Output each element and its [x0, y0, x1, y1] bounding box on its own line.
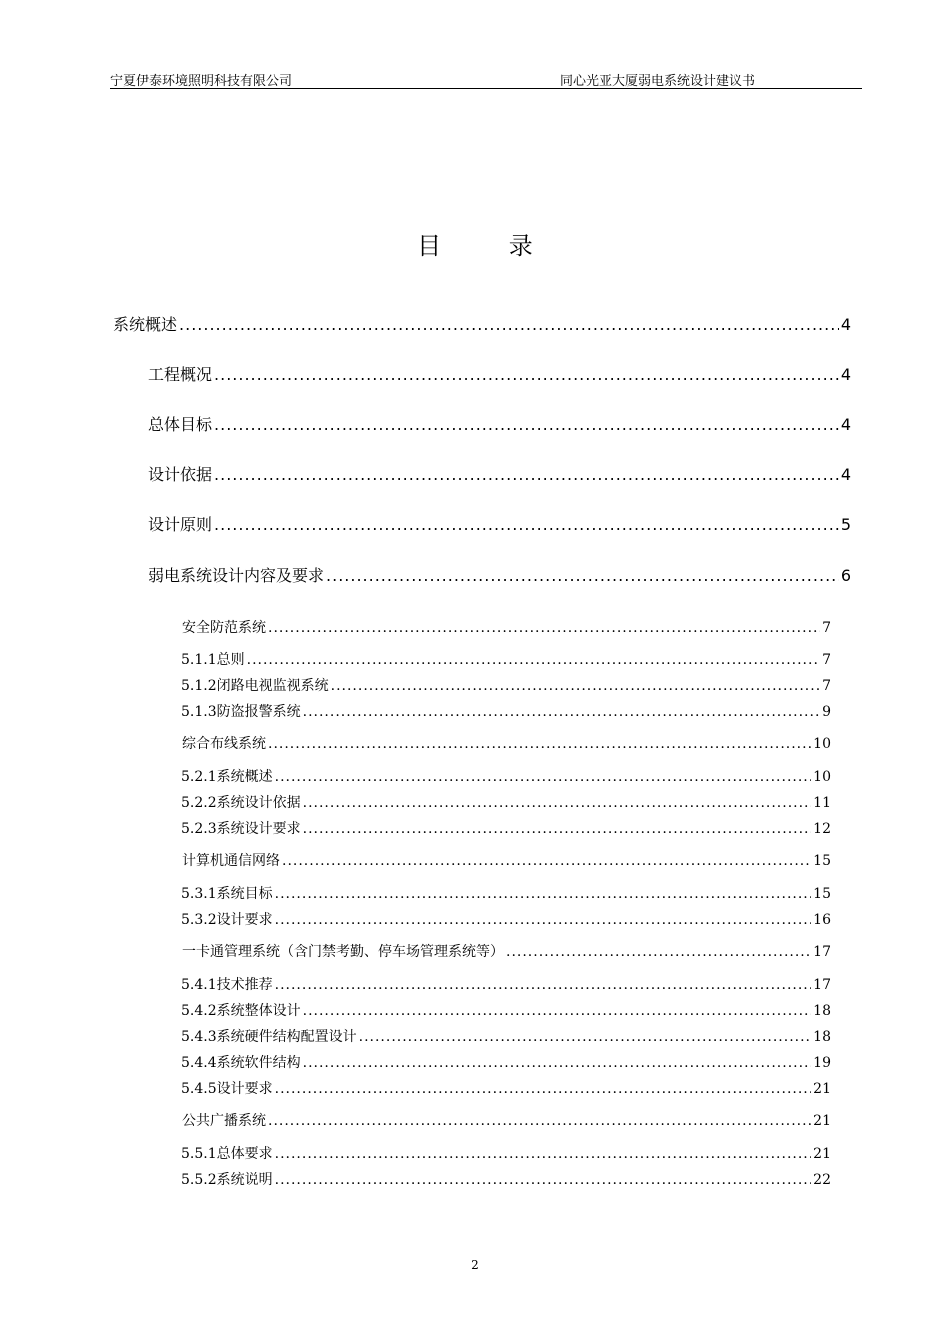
toc-entry-page: 17 [813, 944, 831, 960]
toc-entry-label: 设计依据 [148, 465, 213, 484]
toc-entry-page: 5 [840, 515, 851, 534]
toc-entry-label: 系统目标 [216, 886, 273, 902]
toc-entry[interactable] [181, 649, 831, 669]
toc-leader [359, 1029, 812, 1045]
toc-entry-number: 5.1.3 [181, 704, 217, 720]
toc-entry-page: 21 [813, 1081, 831, 1097]
toc-entry[interactable] [181, 1169, 831, 1189]
toc-entry[interactable] [148, 512, 851, 535]
toc-entry-label: 总则 [216, 652, 245, 668]
toc-entry[interactable] [181, 909, 831, 929]
toc-leader [331, 678, 820, 694]
toc-entry-page: 12 [813, 821, 831, 837]
toc-entry-number: 5.5.2 [181, 1172, 217, 1188]
toc-entry-page: 11 [813, 795, 831, 811]
toc-leader [214, 365, 839, 384]
toc-entry-page: 21 [813, 1146, 831, 1162]
toc-entry-label: 总体要求 [216, 1146, 273, 1162]
toc-entry-page: 16 [813, 912, 831, 928]
toc-title: 目 录 [417, 232, 563, 260]
toc-leader [275, 977, 812, 993]
toc-entry-page: 4 [840, 315, 851, 334]
toc-leader [303, 1003, 812, 1019]
toc-entry-number: 5.4.5 [181, 1081, 217, 1097]
toc-entry-label: 综合布线系统 [182, 736, 266, 752]
toc-entry[interactable] [181, 792, 831, 812]
toc-entry-page: 6 [840, 566, 851, 585]
toc-entry-label: 一卡通管理系统（含门禁考勤、停车场管理系统等） [182, 944, 504, 960]
toc-entry[interactable] [181, 883, 831, 903]
toc-entry[interactable] [148, 412, 851, 435]
toc-entry-label: 技术推荐 [216, 977, 273, 993]
toc-leader [179, 315, 839, 334]
header-company: 宁夏伊泰环境照明科技有限公司 [110, 74, 293, 89]
toc-leader [303, 795, 812, 811]
toc-entry-number: 5.4.4 [181, 1055, 217, 1071]
toc-entry-label: 防盗报警系统 [216, 704, 301, 720]
toc-leader [268, 620, 820, 636]
toc-entry-label: 系统设计要求 [216, 821, 301, 837]
page-number: 2 [471, 1258, 479, 1272]
toc-entry[interactable] [181, 766, 831, 786]
toc-entry-page: 21 [813, 1113, 831, 1129]
toc-entry-page: 10 [813, 769, 831, 785]
toc-entry[interactable] [182, 733, 831, 753]
toc-entry[interactable] [181, 1000, 831, 1020]
toc-entry-label: 安全防范系统 [182, 620, 266, 636]
toc-leader [275, 1172, 812, 1188]
toc-leader [214, 465, 839, 484]
toc-entry-number: 5.4.1 [181, 977, 217, 993]
toc-entry-number: 5.3.2 [181, 912, 217, 928]
toc-entry-page: 7 [822, 678, 831, 694]
toc-entry[interactable] [181, 1052, 831, 1072]
toc-entry-page: 4 [840, 465, 851, 484]
toc-entry-page: 4 [840, 365, 851, 384]
toc-entry-number: 5.4.3 [181, 1029, 217, 1045]
toc-entry-label: 工程概况 [148, 365, 213, 384]
toc-entry-page: 22 [813, 1172, 831, 1188]
toc-entry[interactable] [181, 701, 831, 721]
toc-leader [303, 1055, 812, 1071]
toc-entry-number: 5.1.2 [181, 678, 217, 694]
toc-entry-page: 15 [813, 853, 831, 869]
toc-leader [303, 704, 820, 720]
toc-entry-label: 闭路电视监视系统 [216, 678, 329, 694]
toc-leader [506, 944, 811, 960]
toc-entry[interactable] [181, 675, 831, 695]
toc-entry[interactable] [182, 1110, 831, 1130]
toc-entry-page: 15 [813, 886, 831, 902]
toc-leader [275, 1146, 812, 1162]
toc-entry[interactable] [181, 974, 831, 994]
toc-entry[interactable] [113, 312, 851, 335]
toc-entry-page: 7 [822, 652, 831, 668]
toc-entry-label: 系统设计依据 [216, 795, 301, 811]
toc-entry[interactable] [181, 1026, 831, 1046]
toc-entry-label: 总体目标 [148, 415, 213, 434]
toc-entry-page: 7 [822, 620, 831, 636]
page-header [110, 70, 862, 89]
toc-entry-page: 18 [813, 1003, 831, 1019]
toc-entry[interactable] [148, 563, 851, 586]
toc-leader [275, 1081, 812, 1097]
toc-entry-number: 5.1.1 [181, 652, 217, 668]
toc-leader [214, 515, 839, 534]
toc-entry[interactable] [148, 362, 851, 385]
toc-entry-page: 9 [822, 704, 831, 720]
toc-entry-number: 5.2.3 [181, 821, 217, 837]
toc-entry-number: 5.2.1 [181, 769, 217, 785]
toc-entry[interactable] [182, 941, 831, 961]
toc-entry-page: 4 [840, 415, 851, 434]
toc-leader [326, 566, 839, 585]
toc-leader [275, 886, 812, 902]
toc-leader [214, 415, 839, 434]
toc-entry-number: 5.3.1 [181, 886, 217, 902]
toc-entry-page: 17 [813, 977, 831, 993]
toc-entry[interactable] [182, 850, 831, 870]
toc-entry[interactable] [181, 1078, 831, 1098]
toc-leader [275, 769, 812, 785]
toc-entry-label: 系统软件结构 [216, 1055, 301, 1071]
header-document-title: 同心光亚大厦弱电系统设计建议书 [560, 74, 756, 89]
toc-entry[interactable] [148, 462, 851, 485]
toc-entry-label: 计算机通信网络 [182, 853, 280, 869]
toc-leader [268, 1113, 811, 1129]
toc-entry-number: 5.4.2 [181, 1003, 217, 1019]
toc-entry-number: 5.5.1 [181, 1146, 217, 1162]
toc-entry-label: 系统说明 [216, 1172, 273, 1188]
toc-entry-label: 系统概述 [113, 315, 178, 334]
toc-entry-label: 系统整体设计 [216, 1003, 301, 1019]
toc-entry-label: 设计原则 [148, 515, 213, 534]
toc-entry-page: 18 [813, 1029, 831, 1045]
toc-entry-number: 5.2.2 [181, 795, 217, 811]
toc-entry-label: 系统概述 [216, 769, 273, 785]
toc-entry[interactable] [182, 617, 831, 637]
toc-leader [282, 853, 811, 869]
toc-entry-label: 设计要求 [216, 912, 273, 928]
toc-leader [247, 652, 820, 668]
toc-entry[interactable] [181, 818, 831, 838]
toc-entry-label: 系统硬件结构配置设计 [216, 1029, 357, 1045]
toc-entry-label: 弱电系统设计内容及要求 [148, 566, 325, 585]
toc-leader [275, 912, 812, 928]
toc-entry-page: 10 [813, 736, 831, 752]
toc-leader [303, 821, 812, 837]
toc-entry-label: 公共广播系统 [182, 1113, 266, 1129]
toc-leader [268, 736, 811, 752]
toc-entry-label: 设计要求 [216, 1081, 273, 1097]
toc-entry[interactable] [181, 1143, 831, 1163]
toc-entry-page: 19 [813, 1055, 831, 1071]
